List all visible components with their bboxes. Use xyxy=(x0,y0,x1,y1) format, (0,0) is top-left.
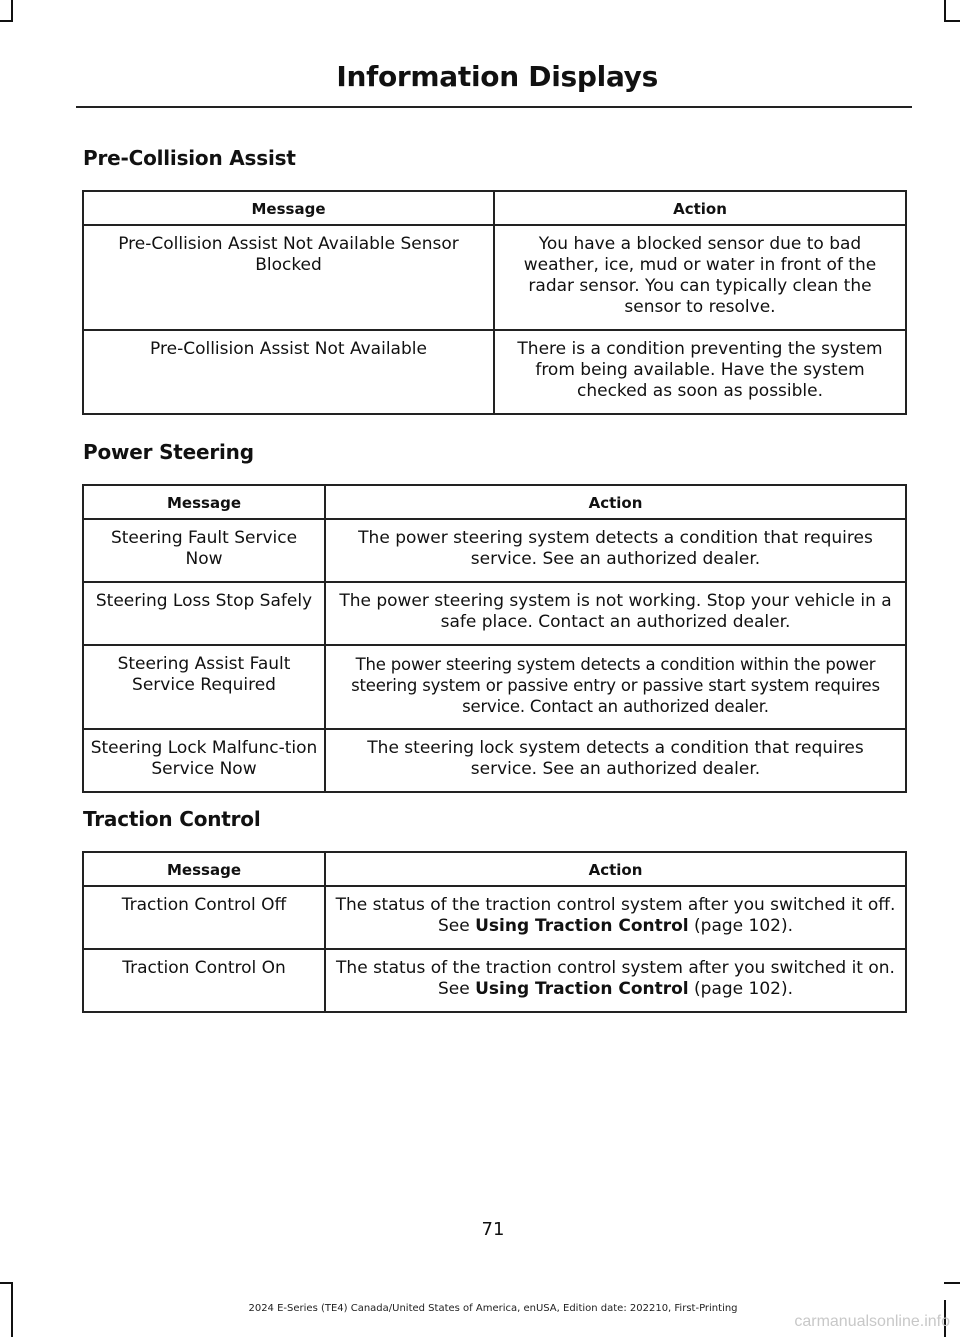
section-title-power-steering: Power Steering xyxy=(83,440,254,464)
table-row xyxy=(83,729,906,792)
crop-mark xyxy=(0,20,13,22)
table-row xyxy=(83,225,906,330)
message-cell: Pre-Collision Assist Not Available xyxy=(83,330,494,414)
action-text: The status of the traction control system after you switched it off. See xyxy=(335,895,896,936)
action-cell: The steering lock system detects a condition that requires service. See an authorized dealer. xyxy=(325,729,906,792)
watermark: carmanualsonline.info xyxy=(794,1313,950,1330)
table-row xyxy=(83,330,906,414)
column-header-action: Action xyxy=(325,485,906,519)
column-header-action: Action xyxy=(325,852,906,886)
message-cell: Steering Loss Stop Safely xyxy=(83,582,325,645)
table-row xyxy=(83,886,906,949)
page-header-title: Information Displays xyxy=(336,60,658,93)
edition-footer: 2024 E-Series (TE4) Canada/United States of America, enUSA, Edition date: 202210, First-Printing xyxy=(248,1303,738,1314)
section-title-traction-control: Traction Control xyxy=(83,807,261,831)
page-reference: (page 102). xyxy=(688,916,794,936)
pre-collision-table xyxy=(82,190,907,415)
action-cell xyxy=(325,949,906,1012)
action-cell: You have a blocked sensor due to bad weather, ice, mud or water in front of the radar sensor. You can typically clean the sensor to resolve. xyxy=(494,225,906,330)
page-number: 71 xyxy=(481,1219,505,1240)
table-row xyxy=(83,519,906,582)
column-header-action: Action xyxy=(494,191,906,225)
action-cell: The power steering system detects a condition within the power steering system or passive entry or passive start system requires service. Contact an authorized dealer. xyxy=(325,645,906,729)
action-cell: The power steering system detects a condition that requires service. See an authorized dealer. xyxy=(325,519,906,582)
column-header-message: Message xyxy=(83,485,325,519)
cross-reference-link[interactable]: Using Traction Control xyxy=(475,979,689,999)
page-reference: (page 102). xyxy=(688,979,794,999)
crop-mark xyxy=(944,20,960,22)
column-header-message: Message xyxy=(83,852,325,886)
message-cell: Pre-Collision Assist Not Available Sensor Blocked xyxy=(83,225,494,330)
table-row xyxy=(83,582,906,645)
crop-mark xyxy=(11,0,13,22)
action-cell xyxy=(325,886,906,949)
table-header-row xyxy=(83,191,906,225)
crop-mark xyxy=(944,1282,960,1284)
action-text: The status of the traction control system after you switched it on. See xyxy=(336,958,895,999)
table-header-row xyxy=(83,485,906,519)
table-row xyxy=(83,949,906,1012)
section-title-pre-collision: Pre-Collision Assist xyxy=(83,146,296,170)
power-steering-table xyxy=(82,484,907,793)
table-row xyxy=(83,645,906,729)
table-header-row xyxy=(83,852,906,886)
traction-control-table xyxy=(82,851,907,1013)
cross-reference-link[interactable]: Using Traction Control xyxy=(475,916,689,936)
crop-mark xyxy=(944,0,946,22)
message-cell: Steering Assist Fault Service Required xyxy=(83,645,325,729)
message-cell: Steering Fault Service Now xyxy=(83,519,325,582)
header-divider xyxy=(76,106,912,108)
action-cell: The power steering system is not working. Stop your vehicle in a safe place. Contact an authorized dealer. xyxy=(325,582,906,645)
message-cell: Steering Lock Malfunc-tion Service Now xyxy=(83,729,325,792)
column-header-message: Message xyxy=(83,191,494,225)
crop-mark xyxy=(0,1282,13,1284)
message-cell: Traction Control Off xyxy=(83,886,325,949)
action-cell: There is a condition preventing the system from being available. Have the system checked as soon as possible. xyxy=(494,330,906,414)
message-cell: Traction Control On xyxy=(83,949,325,1012)
